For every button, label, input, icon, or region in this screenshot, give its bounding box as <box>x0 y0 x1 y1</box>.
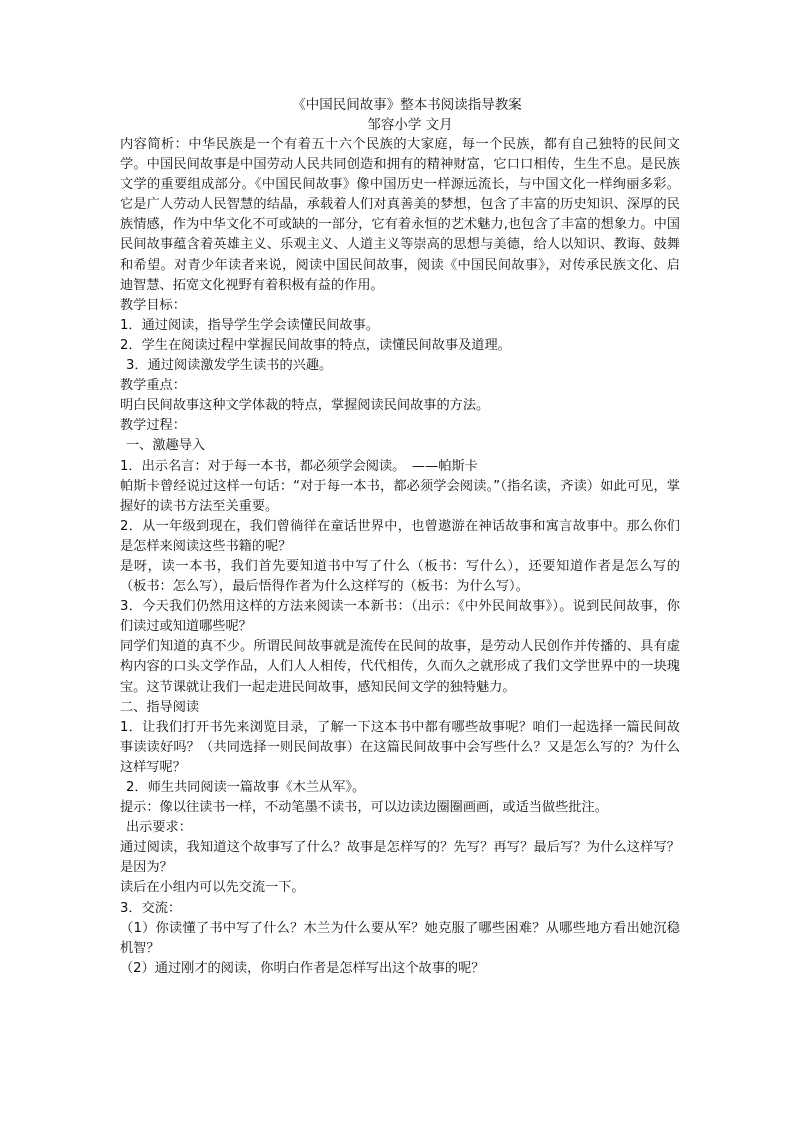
goal-item-1: 1．通过阅读，指导学生学会读懂民间故事。 <box>120 317 379 333</box>
section-heading-intro: 一、激趣导入 <box>126 438 206 454</box>
goal-item-3: 3．通过阅读激发学生读书的兴趣。 <box>126 358 333 374</box>
paragraph-folk-tale-definition: 同学们知道的真不少。所谓民间故事就是流传在民间的故事，是劳动人民创作并传播的、具有虚构内容的口头文学作品，人们人人相传，代代相传，久而久之就形成了我们文学世界中的一块瑰宝。这节课就让我们一起走进民间故事，感知民间文学的独特魅力。 <box>120 639 680 695</box>
guided-item-3: 3．交流： <box>120 900 182 916</box>
paragraph-teaching-focus: 明白民间故事这种文学体裁的特点，掌握阅读民间故事的方法。 <box>120 398 490 414</box>
guided-item-1: 1．让我们打开书先来浏览目录，了解一下这本书中都有哪些故事呢？咱们一起选择一篇民间故事读读好吗？（共同选择一则民间故事）在这篇民间故事中会写些什么？又是怎么写的？为什么这样写呢？ <box>120 719 680 775</box>
paragraph-content-analysis: 内容简析：中华民族是一个有着五十六个民族的大家庭，每一个民族，都有自己独特的民间文学。中国民间故事是中国劳动人民共同创造和拥有的精神财富，它口口相传，生生不息。是民族文学的重要组成部分。《中国民间故事》像中国历史一样源远流长，与中国文化一样绚丽多彩。它是广人劳动人民智慧的结晶，承载着人们对真善美的梦想，包含了丰富的历史知识、深厚的民族情感，作为中华文化不可或缺的一部分，它有着永恒的艺术魅力,也包含了丰富的想象力。中国民间故事蕴含着英雄主义、乐观主义、人道主义等崇高的思想与美德，给人以知识、教诲、鼓舞和希望。对青少年读者来说，阅读中国民间故事，阅读《中国民间故事》，对传承民族文化、启迪智慧、拓宽文化视野有着积极有益的作用。 <box>120 137 680 293</box>
paragraph-tip: 提示：像以往读书一样，不动笔墨不读书，可以边读边圈圈画画，或适当做些批注。 <box>120 800 608 816</box>
document-body <box>120 95 680 979</box>
intro-item-2: 2．从一年级到现在，我们曾徜徉在童话世界中，也曾遨游在神话故事和寓言故事中。那么你们是怎样来阅读这些书籍的呢？ <box>120 518 680 554</box>
intro-item-3: 3．今天我们仍然用这样的方法来阅读一本新书：（出示：《中外民间故事》）。说到民间故事，你们读过或知道哪些呢？ <box>120 599 680 635</box>
document-author: 邹容小学 文月 <box>367 117 453 133</box>
goal-item-2: 2．学生在阅读过程中掌握民间故事的特点，读懂民间故事及道理。 <box>120 337 511 353</box>
discussion-question-1: （1）你读懂了书中写了什么？木兰为什么要从军？她克服了哪些困难？从哪些地方看出她沉稳机智？ <box>120 920 680 956</box>
paragraph-requirements: 通过阅读，我知道这个故事写了什么？故事是怎样写的？先写？再写？最后写？为什么这样写？是因为？ <box>120 840 680 876</box>
heading-teaching-process: 教学过程： <box>120 418 186 434</box>
paragraph-reading-method: 是呀，读一本书，我们首先要知道书中写了什么（板书：写什么），还要知道作者是怎么写的（板书：怎么写），最后悟得作者为什么这样写的（板书：为什么写）。 <box>120 558 680 595</box>
discussion-question-2: （2）通过刚才的阅读，你明白作者是怎样写出这个故事的呢？ <box>120 960 485 976</box>
intro-item-1: 1．出示名言：对于每一本书，都必须学会阅读。 ——帕斯卡 <box>120 458 478 474</box>
heading-requirements: 出示要求： <box>126 820 192 836</box>
document-title: 《中国民间故事》整本书阅读指导教案 <box>292 97 522 113</box>
heading-teaching-goals: 教学目标： <box>120 297 186 313</box>
heading-teaching-focus: 教学重点： <box>120 378 186 394</box>
guided-item-2: 2．师生共同阅读一篇故事《木兰从军》。 <box>126 780 366 795</box>
section-heading-guided-reading: 二、指导阅读 <box>120 699 200 715</box>
paragraph-group-discussion: 读后在小组内可以先交流一下。 <box>120 880 305 896</box>
paragraph-quote-explanation: 帕斯卡曾经说过这样一句话：“对于每一本书，都必须学会阅读。”（指名读，齐读）如此可见，掌握好的读书方法至关重要。 <box>120 478 680 514</box>
